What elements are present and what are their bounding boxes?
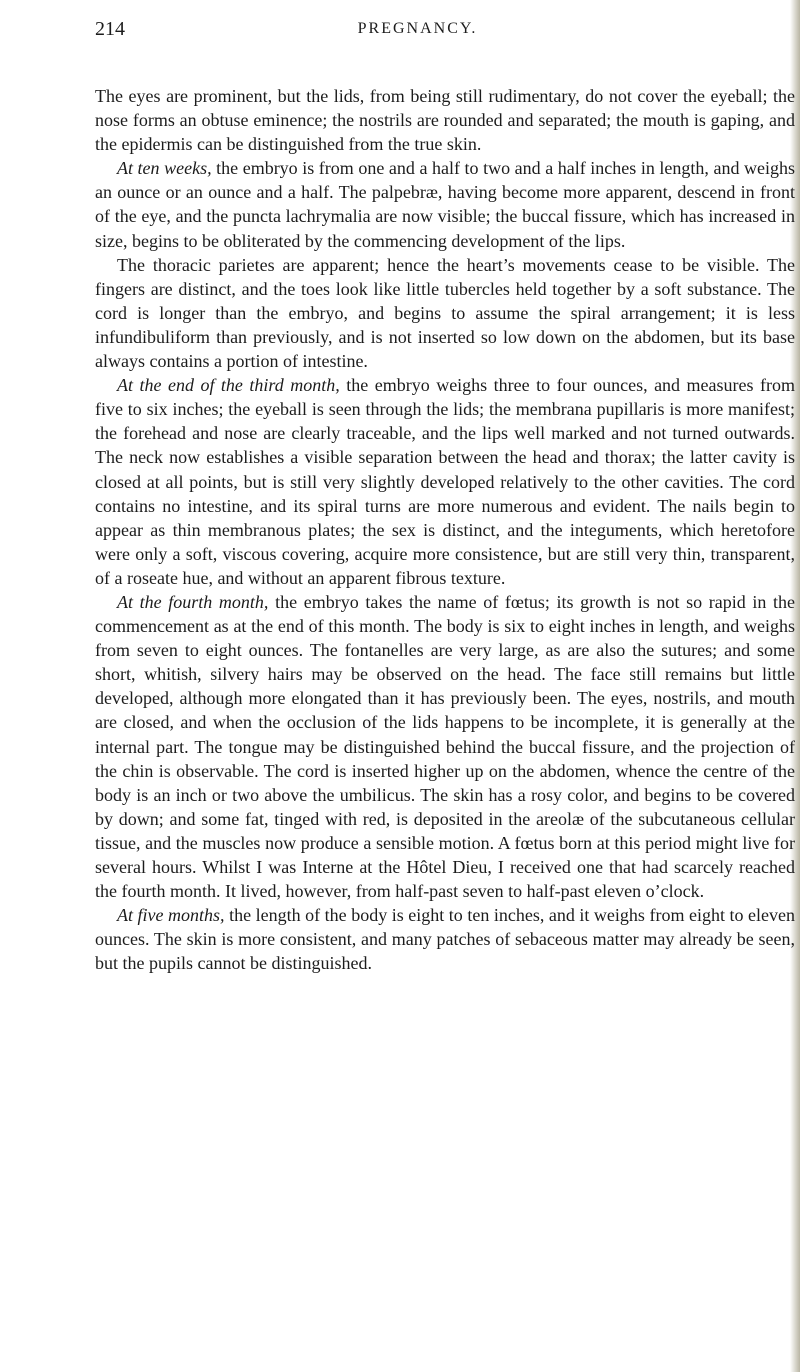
paragraph-2	[95, 156, 795, 252]
paragraph-6	[95, 903, 795, 975]
paragraph-3	[95, 253, 795, 373]
paragraph-text: the embryo takes the name of fœtus; its growth is not so rapid in the commencement as at the end of this month. The body is six to eight inches in length, and weighs from seven to eight ounces. The fontanelles are very large, as are also the sutures; and some short, whitish, silvery hairs may be observed on the head. The face still remains but little developed, although more elongated than it has previously been. The eyes, nostrils, and mouth are closed, and when the occlusion of the lids happens to be incomplete, it is generally at the internal part. The tongue may be distinguished behind the buccal fissure, and the projection of the chin is observable. The cord is inserted higher up on the abdomen, whence the centre of the body is an inch or two above the umbilicus. The skin has a rosy color, and begins to be covered by down; and some fat, tinged with red, is deposited in the areolæ of the subcutaneous cellular tissue, and the muscles now produce a sensible motion. A fœtus born at this period might live for several hours. Whilst I was Interne at the Hôtel Dieu, I received one that had scarcely reached the fourth month. It lived, however, from half-past seven to half-past eleven o’clock.	[95, 591, 795, 902]
paragraph-text: the length of the body is eight to ten inches, and it weighs from eight to eleven ounces. The skin is more consistent, and many patches of sebaceous matter may already be seen, but the pupils cannot be distinguished.	[95, 905, 796, 974]
paragraph-lead: At ten weeks,	[117, 158, 212, 179]
paragraph-5	[95, 590, 795, 903]
paragraph-lead: At five months,	[117, 905, 225, 926]
paragraph-lead: At the fourth month,	[117, 591, 269, 612]
paragraph-text: The eyes are prominent, but the lids, from being still rudimentary, do not cover the eyeball; the nose forms an obtuse eminence; the nostrils are rounded and separated; the mouth is gaping, and the epidermis can be distinguished from the true skin.	[95, 86, 795, 155]
paragraph-text: the embryo is from one and a half to two and a half inches in length, and weighs an ounce or an ounce and a half. The palpebræ, having become more apparent, descend in front of the eye, and the puncta lachrymalia are now visible; the buccal fissure, which has increased in size, begins to be obliterated by the commencing development of the lips.	[95, 158, 795, 251]
paragraph-text: the embryo weighs three to four ounces, and measures from five to six inches; the eyeball is seen through the lids; the membrana pupillaris is more manifest; the forehead and nose are clearly traceable, and the lips well marked and not turned outwards. The neck now establishes a visible separation between the head and thorax; the latter cavity is closed at all points, but is still very slightly developed relatively to the other cavities. The cord contains no intestine, and its spiral turns are more numerous and evident. The nails begin to appear as thin membranous plates; the sex is distinct, and the integuments, which heretofore were only a soft, viscous covering, acquire more consistence, but are still very thin, transparent, of a roseate hue, and without an apparent fibrous texture.	[95, 375, 795, 588]
page-number: 214	[95, 18, 125, 40]
paragraph-text: The thoracic parietes are apparent; hence the heart’s movements cease to be visible. The fingers are distinct, and the toes look like little tubercles held together by a soft substance. The cord is longer than the embryo, and begins to assume the spiral arrangement; it is less infundibuliform than previously, and is not inserted so low down on the abdomen, but its base always contains a portion of intestine.	[95, 254, 795, 372]
paragraph-4	[95, 373, 795, 590]
page-header	[95, 18, 740, 46]
body-text	[95, 84, 795, 975]
running-head: PREGNANCY.	[357, 20, 478, 37]
paragraph-1	[95, 84, 795, 156]
paragraph-lead: At the end of the third month,	[117, 375, 340, 396]
